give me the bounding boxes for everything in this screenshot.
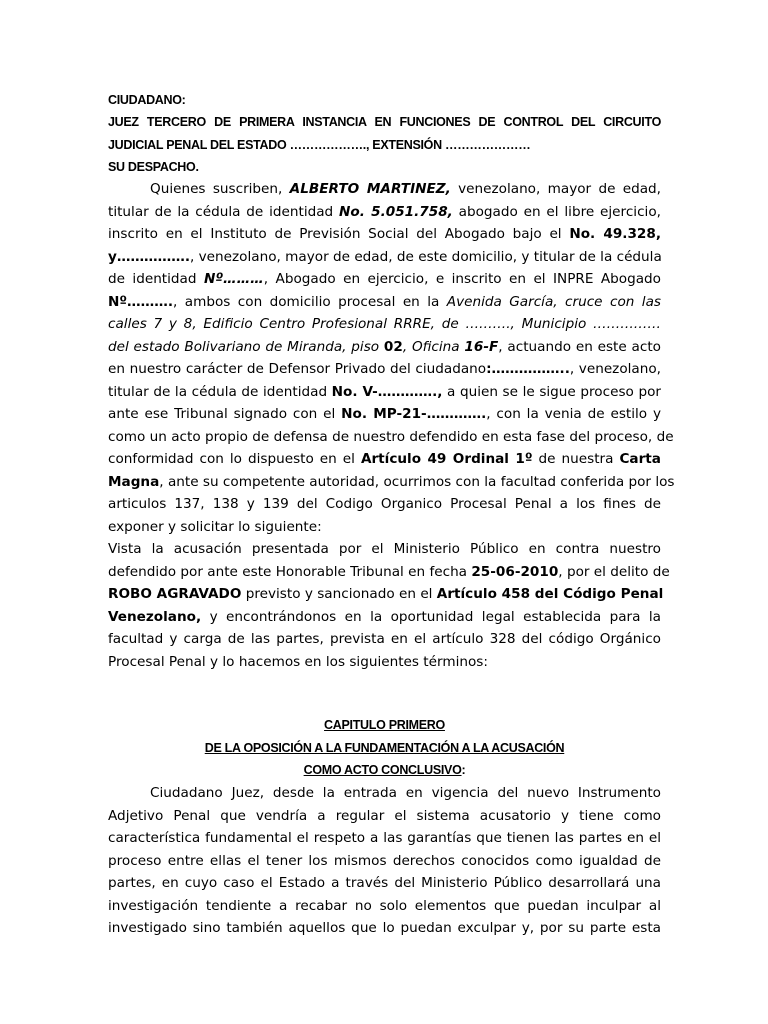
para1-line-14: Magna, ante su competente autoridad, ocurrimos con la facultad conferida por los	[108, 474, 675, 490]
para2-line-3: ROBO AGRAVADO previsto y sancionado en el Artículo 458 del Código Penal	[108, 586, 664, 602]
para2-line-2: defendido por ante este Honorable Tribunal en fecha 25-06-2010, por el delito de	[108, 564, 670, 580]
para1-line-6: Nº………., ambos con domicilio procesal en la Avenida García, cruce con las	[108, 294, 662, 310]
para3-line-4: proceso entre ellas el tener los mismos derechos conocidos como igualdad de	[108, 853, 661, 869]
chapter-title: CAPITULO PRIMERO	[324, 718, 445, 732]
para1-line-10: titular de la cédula de identidad No. V-…………., a quien se le sigue proceso por	[108, 384, 661, 400]
para1-line-15: articulos 137, 138 y 139 del Codigo Organico Procesal Penal a los fines de	[108, 496, 661, 512]
para1-line-7: calles 7 y 8, Edificio Centro Profesional RRRE, de ………., Municipio ……………	[108, 316, 661, 332]
addressee-judge-line-1: JUEZ TERCERO DE PRIMERA INSTANCIA EN FUNCIONES DE CONTROL DEL CIRCUITO	[108, 115, 661, 129]
para1-line-8: del estado Bolivariano de Miranda, piso 02, Oficina 16-F, actuando en este acto	[108, 339, 661, 355]
para2-line-1: Vista la acusación presentada por el Ministerio Público en contra nuestro	[108, 541, 661, 557]
para1-line-2: titular de la cédula de identidad No. 5.051.758, abogado en el libre ejercicio,	[108, 204, 661, 220]
para1-line-1: Quienes suscriben, ALBERTO MARTINEZ, venezolano, mayor de edad,	[150, 181, 662, 197]
para2-line-5: facultad y carga de las partes, prevista en el artículo 328 del código Orgánico	[108, 631, 661, 647]
addressee-office: SU DESPACHO.	[108, 160, 199, 174]
addressee-judge-line-2: JUDICIAL PENAL DEL ESTADO ………………., EXTENSIÓN …………………	[108, 138, 531, 152]
para1-line-9: en nuestro carácter de Defensor Privado del ciudadano:…………….., venezolano,	[108, 361, 662, 377]
para1-line-11: ante ese Tribunal signado con el No. MP-21-…………., con la venia de estilo y	[108, 406, 661, 422]
para1-line-16: exponer y solicitar lo siguiente:	[108, 519, 322, 535]
para3-line-7: investigado sino también aquellos que lo puedan exculpar y, por su parte esta	[108, 920, 661, 936]
para3-line-1: Ciudadano Juez, desde la entrada en vigencia del nuevo Instrumento	[150, 785, 661, 801]
para3-line-5: partes, en cuyo caso el Estado a través del Ministerio Público desarrollará una	[108, 875, 661, 891]
para1-line-5: de identidad Nº………, Abogado en ejercicio, e inscrito en el INPRE Abogado	[108, 271, 661, 287]
para1-line-3: inscrito en el Instituto de Previsión Social del Abogado bajo el No. 49.328,	[108, 226, 662, 242]
chapter-subtitle-2: COMO ACTO CONCLUSIVO:	[303, 763, 466, 777]
para2-line-4: Venezolano, y encontrándonos en la oportunidad legal establecida para la	[108, 609, 661, 625]
para1-line-12: como un acto propio de defensa de nuestro defendido en esta fase del proceso, de	[108, 429, 674, 445]
para3-line-6: investigación tendiente a recabar no solo elementos que puedan inculpar al	[108, 898, 661, 914]
para1-line-13: conformidad con lo dispuesto en el Artículo 49 Ordinal 1º de nuestra Carta	[108, 451, 661, 467]
chapter-subtitle: DE LA OPOSICIÓN A LA FUNDAMENTACIÓN A LA ACUSACIÓN	[204, 741, 565, 755]
para3-line-2: Adjetivo Penal que vendría a regular el sistema acusatorio y tiene como	[108, 808, 661, 824]
para3-line-3: característica fundamental el respeto a las garantías que tienen las partes en el	[108, 830, 661, 846]
para1-line-4: y……………., venezolano, mayor de edad, de este domicilio, y titular de la cédula	[108, 249, 662, 265]
addressee-label: CIUDADANO:	[108, 93, 186, 107]
para2-line-6: Procesal Penal y lo hacemos en los siguientes términos:	[108, 654, 488, 670]
